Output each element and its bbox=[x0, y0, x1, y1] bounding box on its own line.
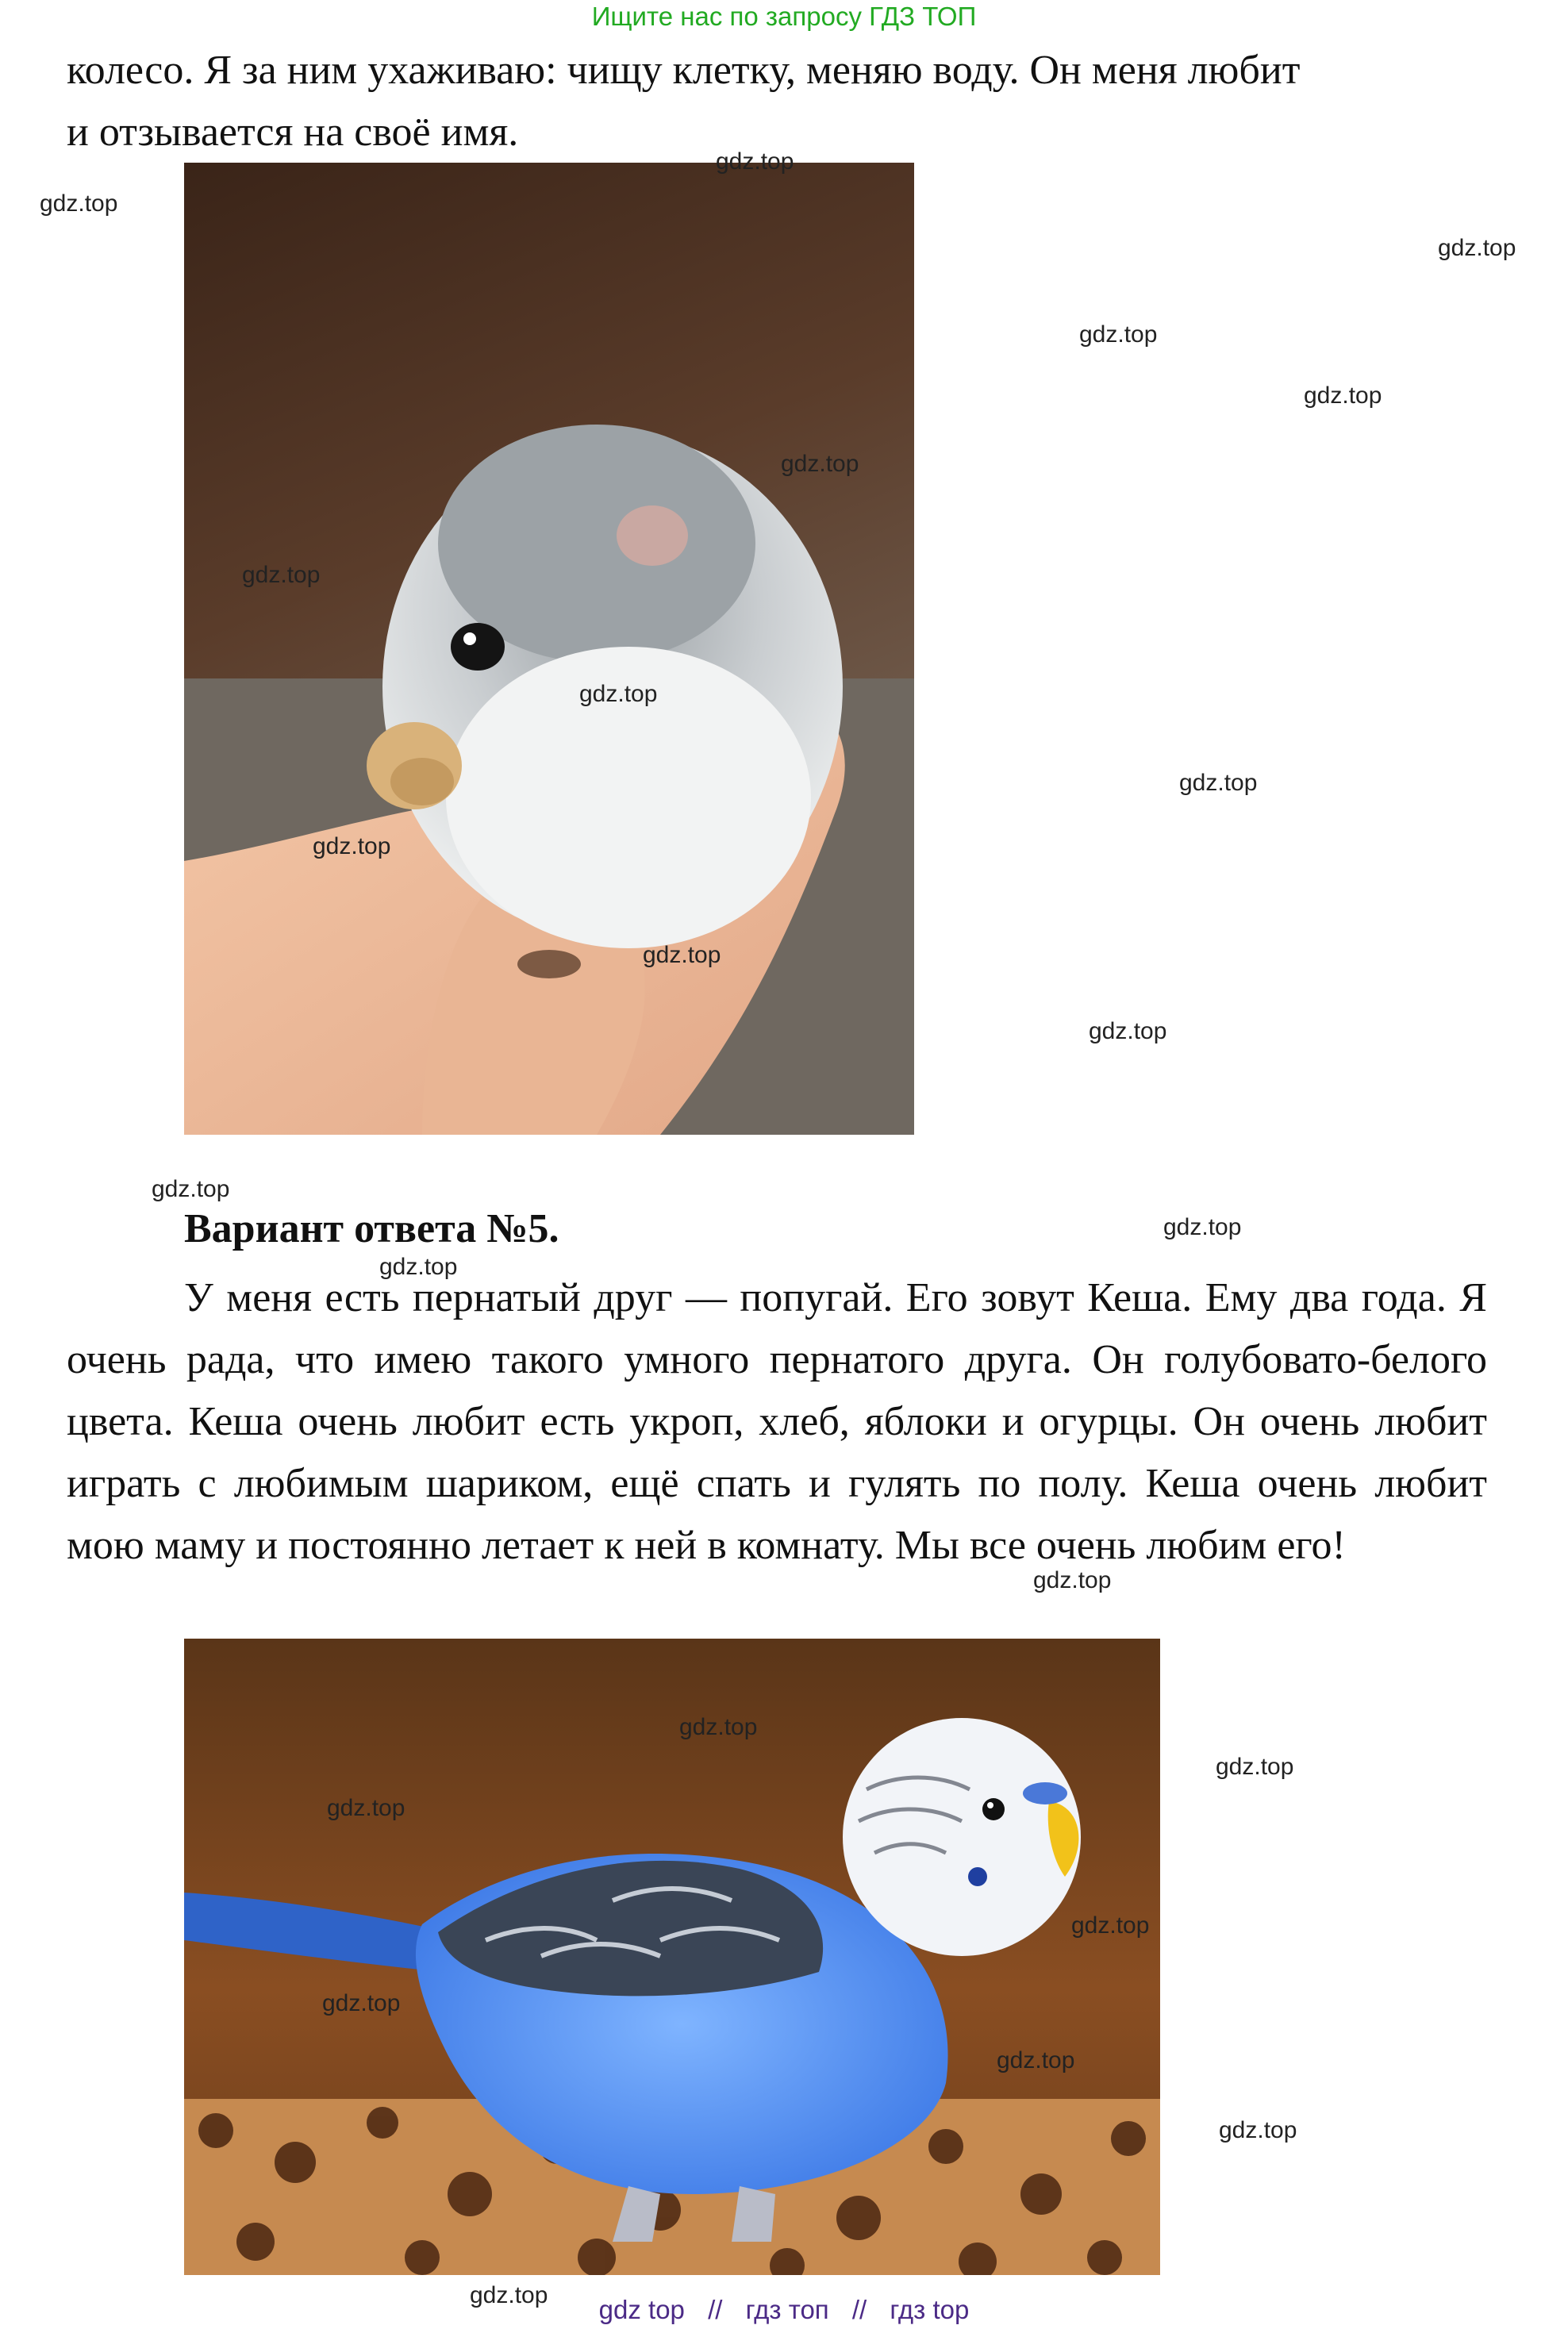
watermark: gdz.top bbox=[1079, 321, 1158, 348]
watermark: gdz.top bbox=[643, 942, 721, 968]
variant-heading: Вариант ответа №5. bbox=[184, 1206, 559, 1251]
watermark: gdz.top bbox=[1089, 1018, 1167, 1044]
watermark: gdz.top bbox=[781, 451, 859, 477]
watermark: gdz.top bbox=[327, 1795, 405, 1821]
footer-link-3[interactable]: гдз top bbox=[890, 2295, 970, 2324]
hamster-photo bbox=[184, 163, 914, 1135]
watermark: gdz.top bbox=[470, 2282, 548, 2308]
watermark: gdz.top bbox=[1033, 1567, 1112, 1593]
footer-link-1[interactable]: gdz top bbox=[598, 2295, 685, 2324]
watermark: gdz.top bbox=[40, 190, 118, 217]
watermark: gdz.top bbox=[997, 2047, 1075, 2073]
watermark: gdz.top bbox=[379, 1254, 458, 1280]
watermark: gdz.top bbox=[679, 1714, 758, 1740]
watermark: gdz.top bbox=[1438, 235, 1516, 261]
watermark: gdz.top bbox=[1071, 1912, 1150, 1939]
footer-links bbox=[0, 2295, 1568, 2329]
watermark: gdz.top bbox=[313, 833, 391, 859]
footer-separator: // bbox=[708, 2295, 723, 2324]
search-banner[interactable]: Ищите нас по запросу ГДЗ ТОП bbox=[591, 2, 977, 31]
variant-paragraph: У меня есть пернатый друг — попугай. Его зовут Кеша. Ему два года. Я очень рада, что имею такого умного пернатого друга. Он голубовато-белого цвета. Кеша очень любит есть укроп, хлеб, яблоки и огурцы. Он очень любит играть с любимым шариком, ещё спать и гулять по полу. Кеша очень любит мою маму и постоянно летает к ней в комнату. Мы все очень любим его! bbox=[67, 1275, 1487, 1568]
watermark: gdz.top bbox=[716, 148, 794, 175]
watermark: gdz.top bbox=[1219, 2117, 1297, 2143]
watermark: gdz.top bbox=[1216, 1754, 1294, 1780]
footer-separator: // bbox=[851, 2295, 867, 2324]
watermark: gdz.top bbox=[322, 1990, 401, 2016]
paragraph-line-1: колесо. Я за ним ухаживаю: чищу клетку, меняю воду. Он меня любит bbox=[67, 48, 1301, 93]
watermark: gdz.top bbox=[1304, 382, 1382, 409]
budgerigar-photo bbox=[184, 1639, 1160, 2275]
watermark: gdz.top bbox=[1163, 1214, 1242, 1240]
paragraph-line-2: и отзывается на своё имя. bbox=[67, 110, 519, 155]
watermark: gdz.top bbox=[152, 1176, 230, 1202]
watermark: gdz.top bbox=[579, 681, 658, 707]
watermark: gdz.top bbox=[1179, 770, 1258, 796]
footer-link-2[interactable]: гдз топ bbox=[745, 2295, 829, 2324]
watermark: gdz.top bbox=[242, 562, 321, 588]
